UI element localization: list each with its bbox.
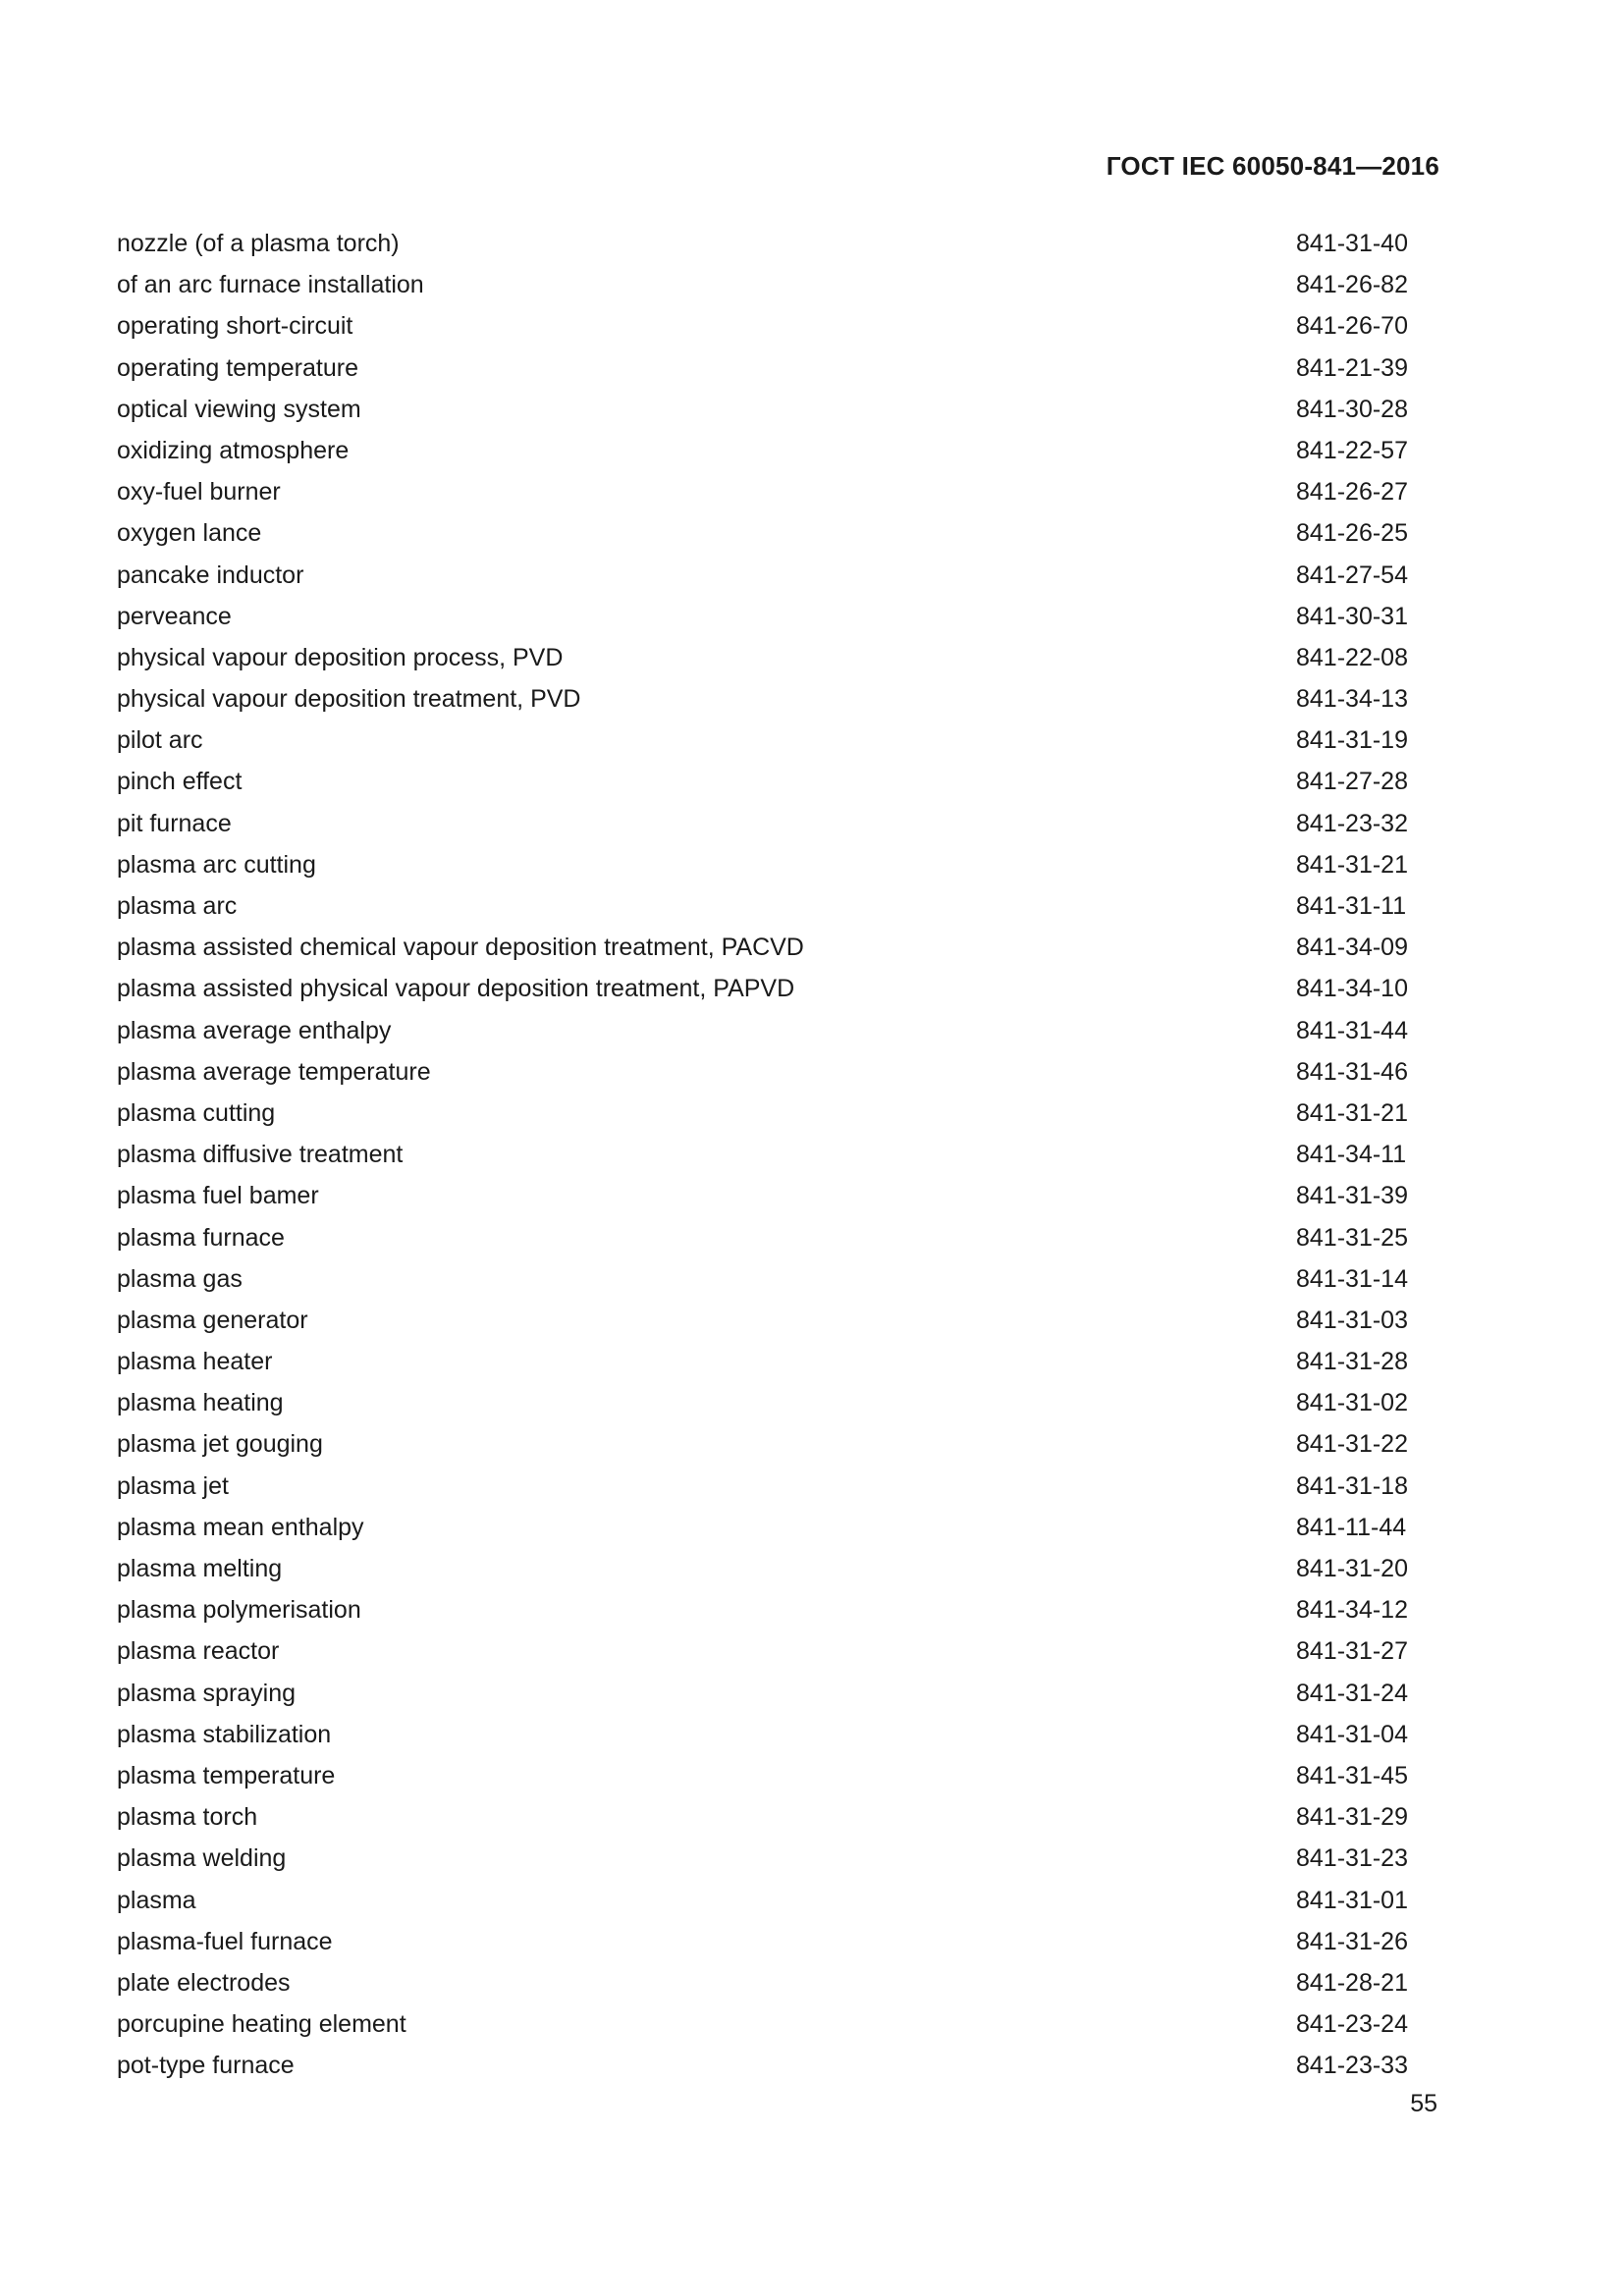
index-term: nozzle (of a plasma torch)	[117, 230, 400, 257]
index-entry	[117, 1714, 1411, 1755]
index-term: plasma	[117, 1886, 196, 1914]
index-reference: 841-26-82	[1296, 271, 1408, 299]
index-entry	[117, 1507, 1411, 1548]
index-reference: 841-31-44	[1296, 1016, 1408, 1044]
index-reference: 841-31-20	[1296, 1555, 1408, 1582]
index-term: plasma stabilization	[117, 1720, 332, 1748]
index-entry	[117, 2045, 1411, 2086]
index-term: plasma assisted chemical vapour deposition treatment, PACVD	[117, 934, 804, 962]
index-term: perveance	[117, 602, 232, 630]
index-term: physical vapour deposition treatment, PVD	[117, 685, 581, 714]
index-entry	[117, 512, 1411, 554]
index-term: plasma arc cutting	[117, 850, 316, 879]
term-index-list	[117, 223, 1411, 2086]
index-reference: 841-22-08	[1296, 643, 1408, 671]
index-term: plasma polymerisation	[117, 1596, 361, 1625]
index-term: plasma torch	[117, 1803, 258, 1832]
index-term: plate electrodes	[117, 1968, 291, 1997]
index-reference: 841-31-21	[1296, 1098, 1408, 1127]
index-term: plasma cutting	[117, 1098, 276, 1127]
index-term: plasma jet	[117, 1471, 229, 1500]
index-entry	[117, 1548, 1411, 1589]
index-term: plasma gas	[117, 1264, 243, 1293]
index-reference: 841-27-54	[1296, 561, 1408, 589]
index-entry	[117, 1093, 1411, 1134]
index-reference: 841-34-11	[1296, 1141, 1407, 1169]
index-term: plasma spraying	[117, 1679, 297, 1707]
index-reference: 841-30-28	[1296, 395, 1408, 423]
index-reference: 841-34-10	[1296, 975, 1408, 1003]
index-entry	[117, 347, 1411, 389]
index-reference: 841-31-28	[1296, 1348, 1408, 1376]
page-number: 55	[1410, 2090, 1437, 2117]
index-reference: 841-31-18	[1296, 1471, 1408, 1500]
index-reference: 841-31-19	[1296, 726, 1408, 755]
index-term: oxygen lance	[117, 519, 262, 548]
index-term: plasma heating	[117, 1389, 284, 1417]
index-reference: 841-11-44	[1296, 1513, 1407, 1541]
index-entry	[117, 1838, 1411, 1879]
index-reference: 841-28-21	[1296, 1968, 1408, 1997]
index-reference: 841-31-03	[1296, 1306, 1408, 1334]
index-reference: 841-31-01	[1296, 1886, 1408, 1914]
index-reference: 841-26-70	[1296, 312, 1408, 341]
index-term: operating temperature	[117, 353, 358, 382]
index-entry	[117, 555, 1411, 596]
index-entry	[117, 1051, 1411, 1093]
index-reference: 841-26-25	[1296, 519, 1408, 548]
index-reference: 841-34-13	[1296, 685, 1408, 714]
index-reference: 841-31-39	[1296, 1182, 1408, 1210]
index-reference: 841-31-27	[1296, 1637, 1408, 1666]
index-entry	[117, 430, 1411, 471]
index-term: pot-type furnace	[117, 2052, 295, 2080]
index-entry	[117, 1673, 1411, 1714]
index-reference: 841-31-23	[1296, 1844, 1408, 1873]
index-entry	[117, 885, 1411, 927]
index-reference: 841-31-22	[1296, 1430, 1408, 1459]
index-entry	[117, 471, 1411, 512]
index-entry	[117, 1962, 1411, 2003]
index-reference: 841-31-11	[1296, 892, 1407, 920]
index-term: plasma heater	[117, 1348, 273, 1376]
standard-id: ГОСТ IEC 60050-841—2016	[1106, 151, 1439, 181]
index-reference: 841-31-02	[1296, 1389, 1408, 1417]
index-term: plasma fuel bamer	[117, 1182, 319, 1210]
index-entry	[117, 761, 1411, 802]
index-reference: 841-23-32	[1296, 809, 1408, 837]
index-entry	[117, 678, 1411, 720]
index-term: plasma temperature	[117, 1761, 336, 1789]
index-reference: 841-23-33	[1296, 2052, 1408, 2080]
index-entry	[117, 1258, 1411, 1300]
index-term: plasma welding	[117, 1844, 287, 1873]
index-reference: 841-31-46	[1296, 1057, 1408, 1086]
index-term: plasma generator	[117, 1306, 308, 1334]
index-reference: 841-31-29	[1296, 1803, 1408, 1832]
document-header	[1107, 147, 1439, 185]
index-reference: 841-31-24	[1296, 1679, 1408, 1707]
index-term: plasma diffusive treatment	[117, 1141, 404, 1169]
index-reference: 841-30-31	[1296, 602, 1408, 630]
index-term: plasma assisted physical vapour deposition treatment, PAPVD	[117, 975, 795, 1003]
index-term: optical viewing system	[117, 395, 361, 423]
index-reference: 841-31-40	[1296, 230, 1408, 257]
index-entry	[117, 968, 1411, 1009]
index-term: pilot arc	[117, 726, 203, 755]
index-entry	[117, 1217, 1411, 1258]
index-entry	[117, 720, 1411, 761]
index-entry	[117, 1755, 1411, 1796]
index-term: oxy-fuel burner	[117, 478, 281, 507]
index-entry	[117, 1341, 1411, 1382]
index-entry	[117, 844, 1411, 885]
index-entry	[117, 596, 1411, 637]
index-term: physical vapour deposition process, PVD	[117, 643, 564, 671]
index-reference: 841-31-45	[1296, 1761, 1408, 1789]
index-entry	[117, 927, 1411, 968]
index-entry	[117, 1921, 1411, 1962]
index-term: plasma melting	[117, 1555, 283, 1582]
index-entry	[117, 305, 1411, 347]
index-term: of an arc furnace installation	[117, 271, 424, 299]
index-term: plasma average temperature	[117, 1057, 431, 1086]
index-reference: 841-26-27	[1296, 478, 1408, 507]
index-entry	[117, 1175, 1411, 1216]
index-reference: 841-31-21	[1296, 850, 1408, 879]
index-entry	[117, 1382, 1411, 1423]
index-term: plasma-fuel furnace	[117, 1927, 333, 1955]
index-reference: 841-34-09	[1296, 934, 1408, 962]
index-reference: 841-31-04	[1296, 1720, 1408, 1748]
index-term: pancake inductor	[117, 561, 304, 589]
index-reference: 841-22-57	[1296, 436, 1408, 464]
index-reference: 841-27-28	[1296, 768, 1408, 796]
index-entry	[117, 223, 1411, 264]
index-term: plasma arc	[117, 892, 238, 920]
index-entry	[117, 2003, 1411, 2045]
index-reference: 841-23-24	[1296, 2010, 1408, 2039]
index-entry	[117, 803, 1411, 844]
index-entry	[117, 1880, 1411, 1921]
index-entry	[117, 1134, 1411, 1175]
index-term: plasma reactor	[117, 1637, 280, 1666]
index-term: porcupine heating element	[117, 2010, 406, 2039]
index-entry	[117, 1796, 1411, 1838]
index-entry	[117, 1466, 1411, 1507]
index-entry	[117, 1010, 1411, 1051]
index-entry	[117, 389, 1411, 430]
index-term: operating short-circuit	[117, 312, 353, 341]
index-term: plasma jet gouging	[117, 1430, 323, 1459]
index-term: plasma mean enthalpy	[117, 1513, 364, 1541]
index-entry	[117, 1589, 1411, 1630]
index-entry	[117, 1630, 1411, 1672]
index-reference: 841-34-12	[1296, 1596, 1408, 1625]
index-term: plasma furnace	[117, 1223, 285, 1252]
index-term: oxidizing atmosphere	[117, 436, 350, 464]
index-entry	[117, 1423, 1411, 1465]
index-entry	[117, 1300, 1411, 1341]
index-term: pinch effect	[117, 768, 243, 796]
index-reference: 841-31-14	[1296, 1264, 1408, 1293]
index-entry	[117, 264, 1411, 305]
index-reference: 841-31-25	[1296, 1223, 1408, 1252]
index-reference: 841-31-26	[1296, 1927, 1408, 1955]
index-term: plasma average enthalpy	[117, 1016, 392, 1044]
index-term: pit furnace	[117, 809, 232, 837]
index-entry	[117, 637, 1411, 678]
index-reference: 841-21-39	[1296, 353, 1408, 382]
